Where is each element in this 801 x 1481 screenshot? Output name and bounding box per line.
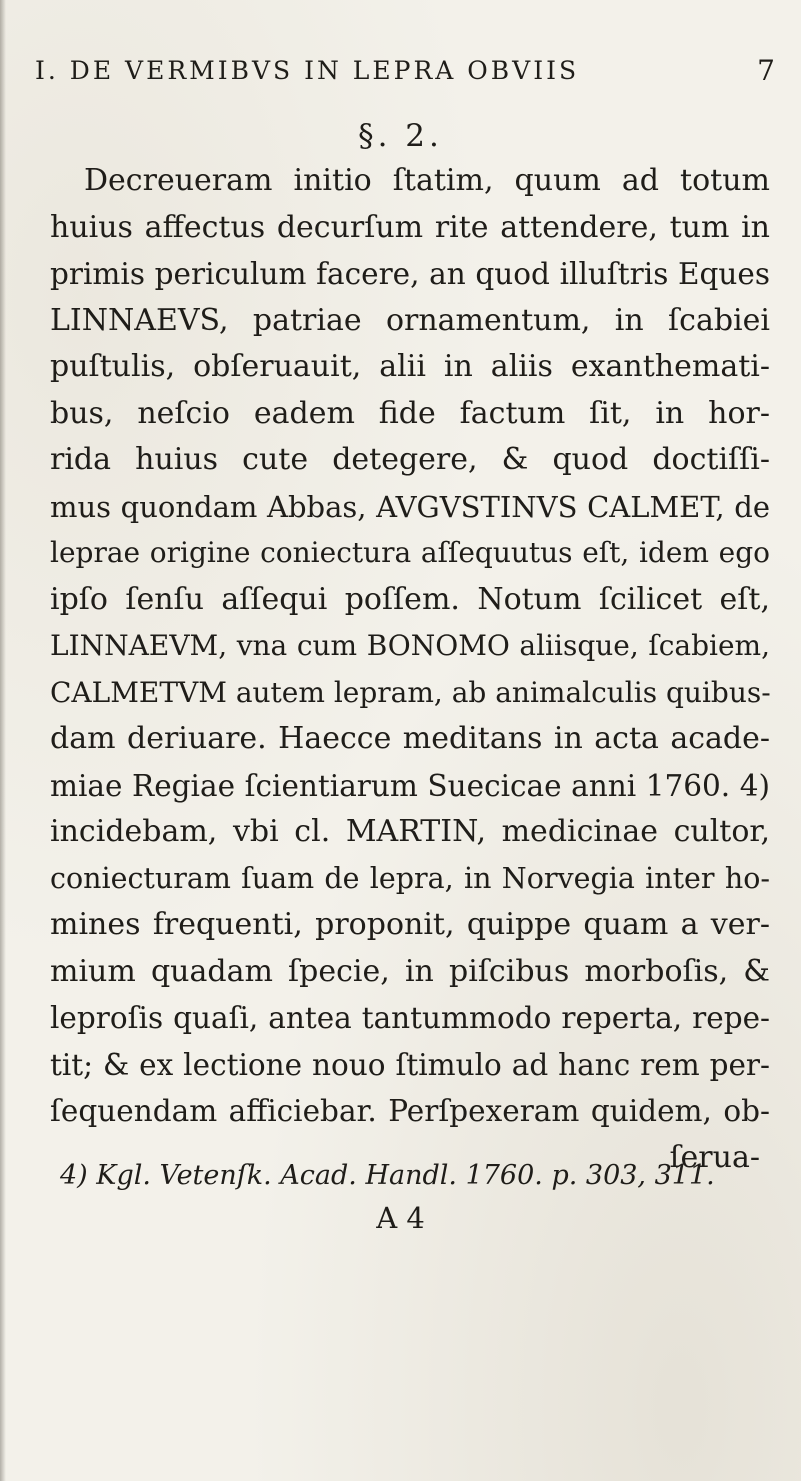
text-line: primis periculum facere, an quod illuſtris Eques — [50, 257, 770, 291]
text-line: bus, neſcio eadem fide factum ſit, in hor- — [50, 395, 770, 431]
page-number: 7 — [757, 54, 775, 87]
section-heading: §. 2. — [358, 118, 443, 154]
text-line: mines frequenti, proponit, quippe quam a ver- — [50, 907, 770, 942]
text-line: miae Regiae ſcientiarum Suecicae anni 1760. 4) — [50, 768, 770, 803]
text-line: huius affectus decurſum rite attendere, tum in — [50, 209, 770, 245]
text-line: mus quondam Abbas, AVGVSTINVS CALMET, de — [50, 489, 770, 524]
text-line: mium quadam ſpecie, in piſcibus morboſis, & — [50, 953, 770, 989]
text-line: ſequendam afficiebar. Perſpexeram quidem, ob- — [50, 1094, 770, 1128]
text-line: Decreueram initio ſtatim, quum ad totum — [84, 163, 770, 198]
text-line: puſtulis, obſeruauit, alii in aliis exanthemati- — [50, 349, 770, 384]
text-line: CALMETVM autem lepram, ab animalculis quibus- — [50, 675, 771, 709]
text-line: incidebam, vbi cl. MARTIN, medicinae cultor, — [50, 814, 770, 849]
catchword: ſerua- — [669, 1139, 760, 1175]
signature-mark: A 4 — [376, 1201, 425, 1235]
page-binding-shadow — [0, 0, 6, 1481]
text-line: leprae origine coniectura aſſequutus eſt, idem ego — [50, 536, 770, 569]
text-line: tit; & ex lectione nouo ſtimulo ad hanc rem per- — [50, 1047, 770, 1082]
running-title: I. DE VERMIBVS IN LEPRA OBVIIS — [35, 56, 580, 85]
text-line: rida huius cute detegere, & quod doctiſſi- — [50, 442, 770, 477]
text-line: LINNAEVS, patriae ornamentum, in ſcabiei — [50, 302, 770, 338]
text-line: LINNAEVM, vna cum BONOMO aliisque, ſcabiem, — [50, 629, 770, 662]
running-head — [35, 56, 775, 92]
text-line: leproſis quaſi, antea tantummodo reperta, repe- — [50, 1001, 770, 1035]
footnote: 4) Kgl. Vetenſk. Acad. Handl. 1760. p. 303, 311. — [60, 1160, 715, 1191]
text-line: coniecturam ſuam de lepra, in Norvegia inter ho- — [50, 861, 770, 895]
text-line: ipſo ſenſu aſſequi poſſem. Notum ſcilicet eſt, — [50, 581, 770, 617]
body-text — [50, 158, 770, 1181]
text-line: dam deriuare. Haecce meditans in acta acade- — [50, 721, 770, 756]
